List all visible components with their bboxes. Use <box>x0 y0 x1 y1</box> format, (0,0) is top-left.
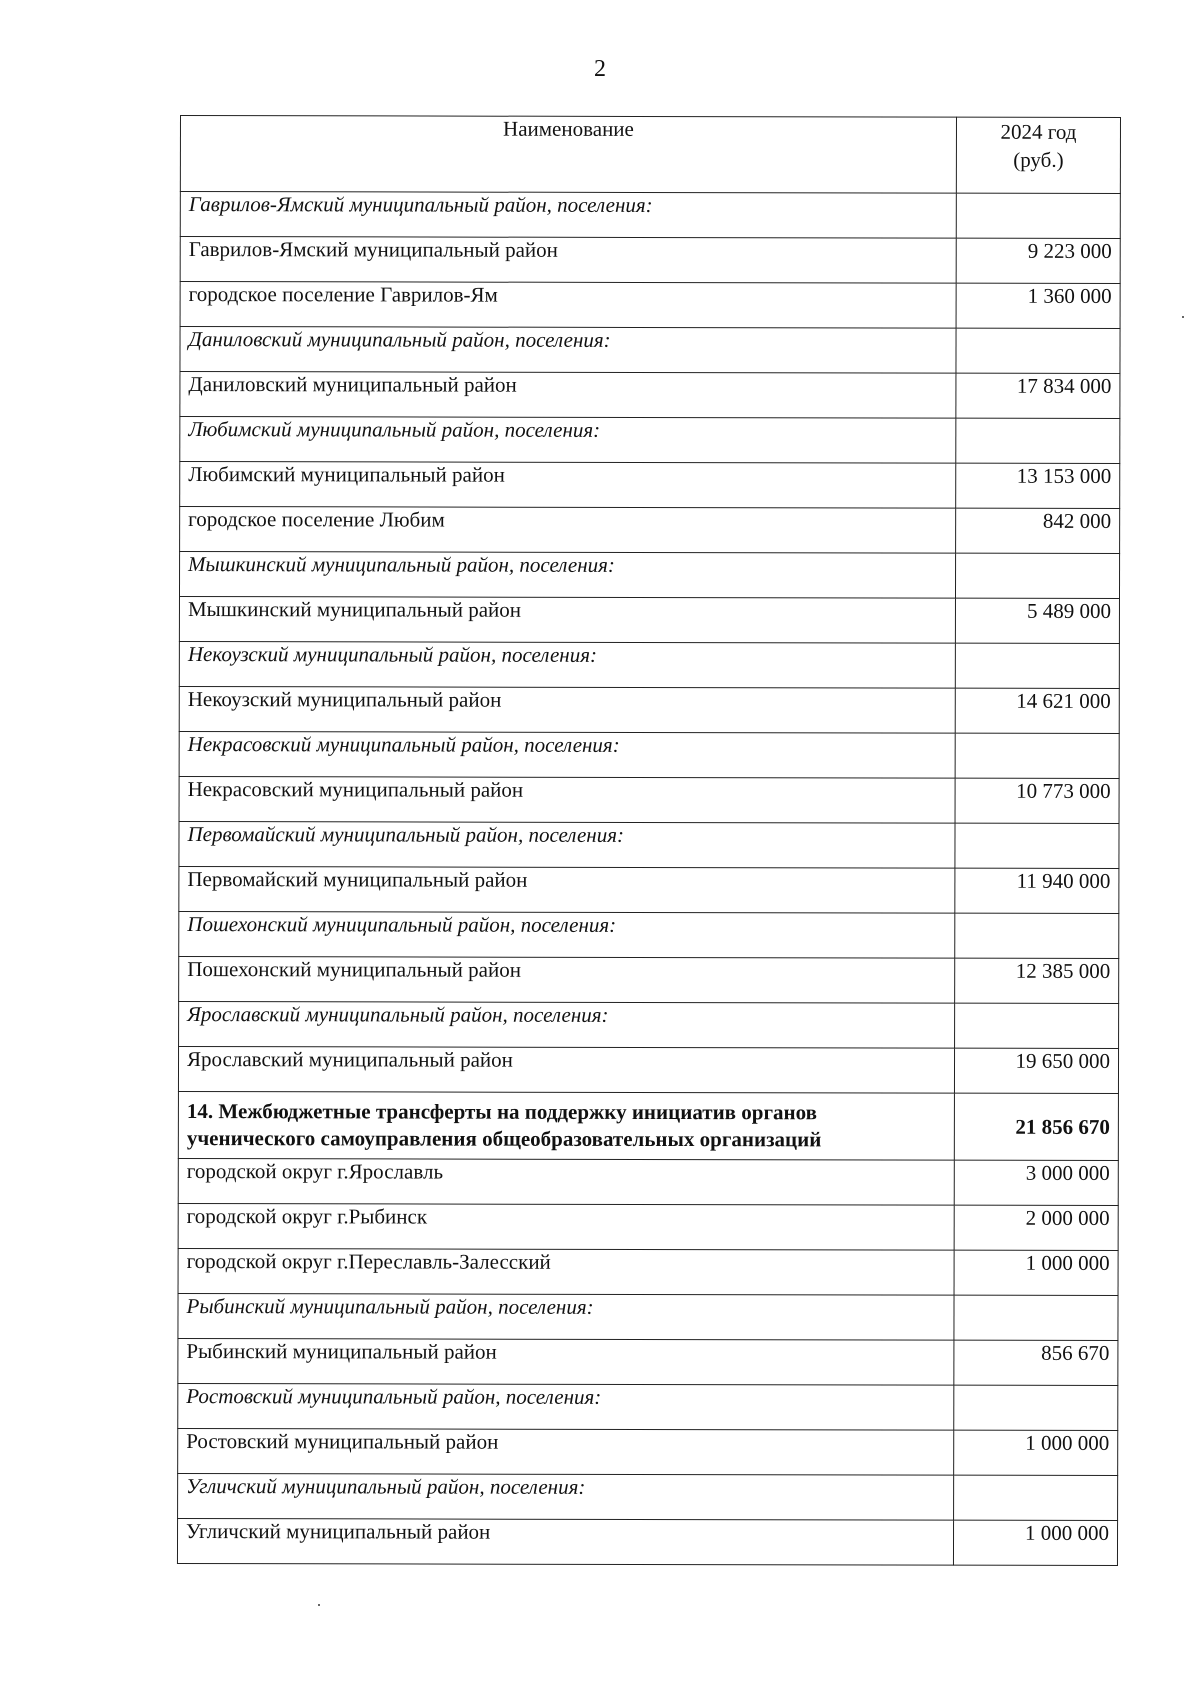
header-unit-label: (руб.) <box>1013 147 1064 172</box>
table-row <box>180 372 1120 419</box>
row-name-cell: Мышкинский муниципальный район, поселения: <box>179 552 955 599</box>
row-name-cell: Ростовский муниципальный район, поселения: <box>178 1383 954 1430</box>
table-body <box>177 192 1120 1566</box>
row-name-cell: Ростовский муниципальный район <box>178 1428 954 1475</box>
row-name-cell: Первомайский муниципальный район <box>179 866 955 913</box>
row-amount-cell: 5 489 000 <box>955 598 1119 643</box>
table-row <box>180 237 1120 284</box>
row-name-cell: Гаврилов-Ямский муниципальный район, поселения: <box>180 192 956 239</box>
group-heading-row <box>179 731 1119 778</box>
row-amount-cell: 14 621 000 <box>955 688 1119 733</box>
table-row <box>178 1338 1118 1385</box>
table-row <box>177 1518 1117 1565</box>
group-heading-row <box>178 1383 1118 1430</box>
row-amount-cell: 1 000 000 <box>954 1250 1118 1295</box>
row-amount-cell <box>954 1385 1118 1430</box>
row-amount-cell: 1 360 000 <box>956 283 1120 328</box>
row-amount-cell: 19 650 000 <box>954 1048 1118 1093</box>
table-row <box>178 1158 1118 1205</box>
row-name-cell: Даниловский муниципальный район <box>180 372 956 419</box>
group-heading-row <box>179 1001 1119 1048</box>
row-name-cell: Пошехонский муниципальный район, поселения: <box>179 911 955 958</box>
header-year-cell <box>956 117 1120 193</box>
group-heading-row <box>179 552 1119 599</box>
header-year-label: 2024 год <box>1000 119 1077 144</box>
group-heading-row <box>180 327 1120 374</box>
row-amount-cell: 21 856 670 <box>954 1093 1118 1160</box>
table-row <box>178 1428 1118 1475</box>
row-name-cell: Рыбинский муниципальный район, поселения: <box>178 1293 954 1340</box>
row-amount-cell <box>956 418 1120 463</box>
table-header-row <box>180 116 1120 194</box>
row-name-cell: Рыбинский муниципальный район <box>178 1338 954 1385</box>
table-row <box>178 1203 1118 1250</box>
row-name-cell: Пошехонский муниципальный район <box>179 956 955 1003</box>
row-name-cell: Гаврилов-Ямский муниципальный район <box>180 237 956 284</box>
row-amount-cell <box>955 913 1119 958</box>
scan-speck <box>1182 316 1184 318</box>
row-amount-cell: 11 940 000 <box>955 868 1119 913</box>
row-name-cell: Ярославский муниципальный район, поселения: <box>179 1001 955 1048</box>
header-name-cell: Наименование <box>180 116 956 194</box>
section-total-row <box>178 1091 1118 1160</box>
table-row <box>179 686 1119 733</box>
group-heading-row <box>180 417 1120 464</box>
row-amount-cell <box>956 193 1120 238</box>
table-row <box>180 507 1120 554</box>
row-amount-cell: 2 000 000 <box>954 1205 1118 1250</box>
table-row <box>179 597 1119 644</box>
row-amount-cell: 12 385 000 <box>955 958 1119 1003</box>
group-heading-row <box>179 911 1119 958</box>
row-amount-cell: 842 000 <box>956 508 1120 553</box>
row-amount-cell: 17 834 000 <box>956 373 1120 418</box>
row-amount-cell <box>954 1475 1118 1520</box>
row-name-cell: Некоузский муниципальный район <box>179 686 955 733</box>
table-row <box>179 866 1119 913</box>
row-amount-cell <box>955 733 1119 778</box>
group-heading-row <box>178 1473 1118 1520</box>
scan-speck <box>318 1604 320 1606</box>
budget-table <box>177 115 1121 1566</box>
row-name-cell: городской округ г.Рыбинск <box>178 1203 954 1250</box>
row-name-cell: городской округ г.Ярославль <box>178 1158 954 1205</box>
row-name-cell: Угличский муниципальный район <box>177 1518 953 1565</box>
page-number: 2 <box>594 56 606 82</box>
row-amount-cell: 13 153 000 <box>956 463 1120 508</box>
table-row <box>178 1046 1118 1093</box>
row-name-cell: 14. Межбюджетные трансферты на поддержку инициатив органов ученического самоуправления общеобразовательных организаций <box>178 1091 954 1160</box>
table-row <box>178 1248 1118 1295</box>
row-amount-cell: 1 000 000 <box>953 1520 1117 1565</box>
row-name-cell: Некрасовский муниципальный район, поселения: <box>179 731 955 778</box>
row-name-cell: Некоузский муниципальный район, поселения: <box>179 641 955 688</box>
table-row <box>179 956 1119 1003</box>
row-amount-cell <box>955 553 1119 598</box>
row-amount-cell <box>955 1003 1119 1048</box>
row-amount-cell <box>954 1295 1118 1340</box>
row-name-cell: Даниловский муниципальный район, поселения: <box>180 327 956 374</box>
row-amount-cell: 10 773 000 <box>955 778 1119 823</box>
row-amount-cell: 1 000 000 <box>954 1430 1118 1475</box>
table-row <box>180 462 1120 509</box>
table-row <box>180 282 1120 329</box>
row-amount-cell <box>955 823 1119 868</box>
group-heading-row <box>180 192 1120 239</box>
row-amount-cell <box>956 328 1120 373</box>
row-name-cell: городское поселение Любим <box>180 507 956 554</box>
row-name-cell: Угличский муниципальный район, поселения: <box>178 1473 954 1520</box>
row-name-cell: городское поселение Гаврилов-Ям <box>180 282 956 329</box>
row-amount-cell <box>955 643 1119 688</box>
row-name-cell: Мышкинский муниципальный район <box>179 597 955 644</box>
row-name-cell: Первомайский муниципальный район, поселения: <box>179 821 955 868</box>
group-heading-row <box>178 1293 1118 1340</box>
row-amount-cell: 856 670 <box>954 1340 1118 1385</box>
row-amount-cell: 9 223 000 <box>956 238 1120 283</box>
group-heading-row <box>179 641 1119 688</box>
row-name-cell: Ярославский муниципальный район <box>178 1046 954 1093</box>
row-name-cell: Любимский муниципальный район <box>180 462 956 509</box>
group-heading-row <box>179 821 1119 868</box>
row-name-cell: Некрасовский муниципальный район <box>179 776 955 823</box>
row-name-cell: городской округ г.Переславль-Залесский <box>178 1248 954 1295</box>
table-row <box>179 776 1119 823</box>
row-amount-cell: 3 000 000 <box>954 1160 1118 1205</box>
row-name-cell: Любимский муниципальный район, поселения: <box>180 417 956 464</box>
